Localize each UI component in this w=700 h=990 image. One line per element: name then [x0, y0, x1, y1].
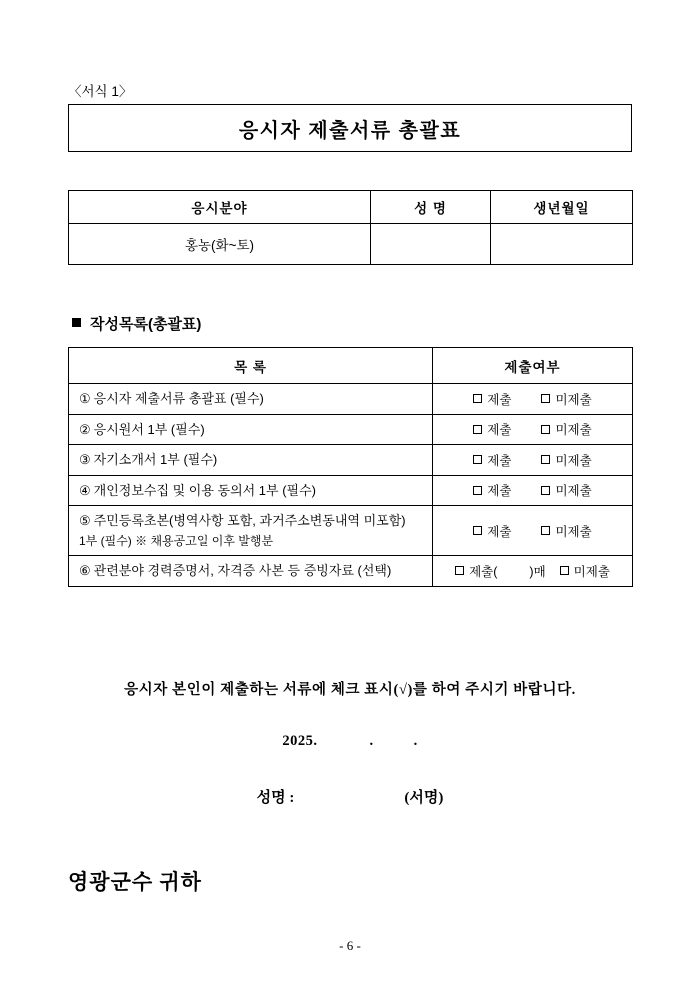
submitted-count-label: )매	[529, 564, 546, 579]
checkbox-icon[interactable]	[473, 394, 482, 403]
item-text: 응시자 제출서류 총괄표 (필수)	[93, 391, 264, 406]
item-number: ②	[79, 421, 91, 437]
checkbox-icon[interactable]	[455, 566, 464, 575]
table-row	[69, 384, 633, 415]
checkbox-not-submitted-label: 미제출	[555, 524, 592, 539]
submission-cell	[433, 475, 633, 506]
table-row	[69, 506, 633, 556]
recipient-line: 영광군수 귀하	[68, 870, 202, 894]
item-number: ①	[79, 391, 91, 406]
cell-birthdate-value[interactable]	[491, 224, 633, 265]
checkbox-icon[interactable]	[560, 566, 569, 575]
checkbox-not-submitted[interactable]	[541, 390, 591, 408]
checkbox-icon[interactable]	[473, 526, 482, 535]
checkbox-submitted-label: 제출	[487, 423, 512, 438]
checklist-item	[69, 414, 433, 445]
checkbox-submitted-label: 제출(	[469, 564, 498, 579]
column-header-birthdate: 생년월일	[491, 191, 633, 224]
square-bullet-icon	[72, 318, 81, 327]
checkbox-not-submitted[interactable]	[560, 562, 610, 580]
checkbox-icon[interactable]	[541, 486, 550, 495]
table-row	[69, 475, 633, 506]
submission-cell	[433, 506, 633, 556]
signature-label: (서명)	[404, 790, 444, 806]
submission-cell	[433, 384, 633, 415]
instruction-statement: 응시자 본인이 제출하는 서류에 체크 표시(√)를 하여 주시기 바랍니다.	[124, 682, 576, 698]
checklist-item	[69, 445, 433, 476]
checkbox-not-submitted[interactable]	[541, 420, 591, 438]
column-header-name: 성 명	[371, 191, 491, 224]
checklist-item	[69, 556, 433, 587]
checkbox-not-submitted-label: 미제출	[555, 392, 592, 407]
checkbox-icon[interactable]	[473, 455, 482, 464]
cell-field-value: 홍농(화~토)	[69, 224, 371, 265]
item-number: ③	[79, 452, 91, 467]
checkbox-not-submitted-label: 미제출	[555, 453, 592, 468]
cell-name-value[interactable]	[371, 224, 491, 265]
checkbox-icon[interactable]	[541, 425, 550, 434]
checkbox-icon[interactable]	[541, 394, 550, 403]
applicant-info-table	[68, 190, 633, 265]
section-heading	[72, 313, 201, 334]
checkbox-submitted[interactable]	[473, 451, 511, 469]
checkbox-not-submitted[interactable]	[541, 481, 591, 499]
checklist-item	[69, 506, 433, 556]
column-header-submission: 제출여부	[433, 348, 633, 384]
checkbox-submitted[interactable]	[473, 420, 511, 438]
table-header-row	[69, 348, 633, 384]
checkbox-submitted[interactable]	[473, 481, 511, 499]
column-header-list: 목 록	[69, 348, 433, 384]
checkbox-submitted[interactable]	[473, 522, 511, 540]
checkbox-not-submitted[interactable]	[541, 451, 591, 469]
checklist-item	[69, 475, 433, 506]
checkbox-submitted-label: 제출	[487, 392, 512, 407]
item-number: ⑤	[79, 513, 91, 528]
signature-line	[0, 786, 700, 807]
page-title: 응시자 제출서류 총괄표	[238, 119, 462, 142]
checklist-item	[69, 384, 433, 415]
submission-cell	[433, 556, 633, 587]
submission-cell	[433, 445, 633, 476]
name-label: 성명 :	[256, 790, 295, 806]
table-row	[69, 445, 633, 476]
table-row	[69, 414, 633, 445]
checkbox-submitted[interactable]	[473, 390, 511, 408]
item-text: 응시원서 1부 (필수)	[93, 421, 205, 437]
date-year: 2025.	[282, 733, 318, 749]
item-text: 자기소개서 1부 (필수)	[93, 452, 218, 467]
table-header-row	[69, 191, 633, 224]
page-number: - 6 -	[339, 938, 361, 953]
document-title-box	[68, 104, 632, 152]
item-text: 개인정보수집 및 이용 동의서 1부 (필수)	[93, 482, 316, 498]
checklist-table	[68, 347, 633, 587]
date-day-dot: .	[413, 733, 418, 749]
checkbox-icon[interactable]	[541, 455, 550, 464]
checkbox-not-submitted-label: 미제출	[555, 484, 592, 499]
checkbox-icon[interactable]	[473, 425, 482, 434]
checkbox-icon[interactable]	[541, 526, 550, 535]
table-row	[69, 556, 633, 587]
date-month-dot: .	[369, 733, 374, 749]
form-tag: 〈서식 1〉	[68, 84, 133, 99]
checkbox-not-submitted-label: 미제출	[555, 423, 592, 438]
checkbox-icon[interactable]	[473, 486, 482, 495]
table-row	[69, 224, 633, 265]
item-text: 주민등록초본(병역사항 포함, 과거주소변동내역 미포함)	[93, 513, 406, 528]
item-number: ⑥	[79, 563, 91, 578]
item-number: ④	[79, 482, 91, 498]
checkbox-submitted[interactable]	[455, 562, 546, 580]
checkbox-submitted-label: 제출	[487, 524, 512, 539]
column-header-field: 응시분야	[69, 191, 371, 224]
submission-cell	[433, 414, 633, 445]
item-text: 관련분야 경력증명서, 자격증 사본 등 증빙자료 (선택)	[93, 563, 392, 578]
date-line	[0, 733, 700, 750]
section-heading-label: 작성목록(총괄표)	[90, 316, 202, 333]
checkbox-submitted-label: 제출	[487, 453, 512, 468]
checkbox-not-submitted[interactable]	[541, 522, 591, 540]
item-text-second-line: 1부 (필수) ※ 채용공고일 이후 발행분	[79, 533, 274, 548]
checkbox-not-submitted-label: 미제출	[573, 564, 610, 579]
checkbox-submitted-label: 제출	[487, 484, 512, 499]
